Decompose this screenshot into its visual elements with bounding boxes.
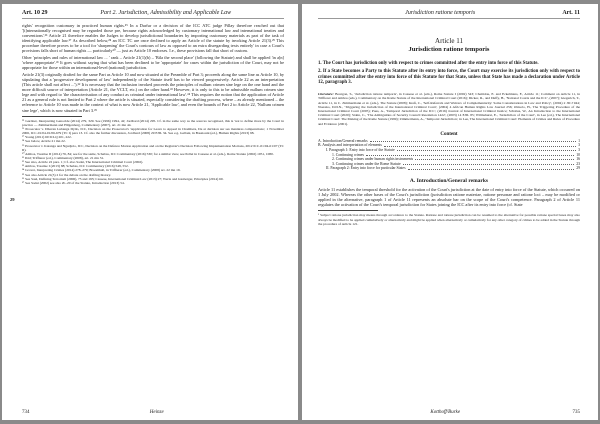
footnote: ³² See also, Article 22 para. 1; Cf. also Sadat, The International Criminal Court (2002). [22, 160, 144, 165]
left-page-number: 734 [22, 410, 30, 415]
left-author: Heinze [149, 410, 164, 415]
toc-page: 10 [576, 152, 580, 157]
article-number: Article 11 [435, 37, 463, 45]
article-rule: 1. The Court has jurisdiction only with respect to crimes committed after the entry into force of this Statute. [318, 61, 539, 66]
footnote: ³¹ Ibid; Triffterer (ed.), Commentary (2008), art. 21 mn 31. [22, 156, 105, 160]
toc-leader [384, 143, 576, 146]
footnote: ²⁷ Young (2011) 60 ICLQ 201, 222. [22, 135, 72, 140]
right-author: Kotthoff/Burke [430, 410, 461, 415]
toc-label: I. Paragraph 1: Entry into force of the Statute [326, 148, 395, 152]
literature-list: Bourgon, S., 'Jurisdiction ratione temporis', in Cassese et al. (eds.), Rome Statute I (2002) 543; Chaitidou, E. and Eckelmans, F., Article 11; Comment on Article 11, in Triffterer and Ambos (eds.), Commentary on the Rome Statute of the International Criminal Court (2016); Dicker, R., and Duffy, H., 'National Courts and the ICC', (2007); Giegerich, T., Article 11, in C. Zimmermann et al. (eds.), The Statute (2008); Kreß, C., 'Self-Referrals and Waivers of Complementarity: Some Considerations in Law and Policy', (2004) 2 JICJ 944; Nsereko, D.D.N., 'Triggering the Jurisdiction of the International Criminal Court', (2004) 4 African Human Rights Law Journal 256; Olásolo, H., The Triggering Procedure of the International Criminal Court (2005); Pues, A., 'Temporal Jurisdiction of the ICC', (2016) Journal of International Criminal Justice; Schabas, W., An Introduction to the International Criminal Court (2020); Stahn, C., 'The Ambiguities of Security Council Resolution 1422', (2003) 14 EJIL 85; Wilmshurst, E., 'Jurisdiction of the Court', in Lee (ed.), The International Criminal Court: The Making of the Rome Statute (1999); Zimmermann, A., 'Temporal Jurisdiction', in Lee, The International Criminal Court: Elements of Crimes and Rules of Procedure and Evidence (2001). [318, 92, 581, 126]
left-paragraph: rights' recognition customary in practiced human rights.²⁵ In a Darfur or a decision of the ICC ATC judge Pillay therefore reached out that '[i]nternationally recognised may be regarded those pre, because rights acknowledged by customary international law and international treaties and conventions'.²⁶ Article 21 therefore enables the Judges to develop jurisdictional boundaries by importing customary materials as part of the task of identifying applicable law.²⁷ As described below,²⁸ an ICC TC are once declined to apply an Article of the statute by invoking Article 21(3).²⁹ This procedure therefore proves to be a tool for 'sharpening' the Court's contours of law as opposed to an extra disregarding texts entirely' in case a Court's provisions falls short of human rights — particularly³⁰ — just as Article 10 endorses. I.e., these provisions fall that short of custom. [22, 23, 284, 54]
toc-leader [403, 162, 575, 165]
literature-block [318, 92, 580, 126]
right-page [302, 4, 598, 420]
toc-label: A. Introduction/General remarks [318, 138, 368, 143]
toc-page: 3 [578, 148, 580, 152]
right-footnotes [318, 213, 580, 225]
toc-page: 3 [578, 143, 580, 148]
footnote: ³⁵ See also Article 21(3) 2 for the debate on the drafting history. [22, 172, 112, 177]
toc-label: B. Analysis and interpretation of elements [318, 143, 382, 148]
footnote-rule [318, 210, 378, 211]
right-running-head [318, 10, 580, 19]
toc-leader [366, 153, 574, 156]
footnote: ²⁶ Prosecutor v. Dhavan Lubanga Dyilo, ICC, Decision on the Prosecutor's 'Application for Leave to Appeal in Chambers, De ar décision sur ses manières comparutions', 1 November 2006, ICC-01/04-01/06-679 (TC I) para 13. Cf. also the further discussion, Jordbard (2008) 29 EJIL 34. See e.g. Gallant, in Bassiouni (ed.), Human Rights (2013) 98. [22, 126, 284, 136]
toc-page: 23 [576, 161, 580, 166]
right-running-title: Jurisdiction ratione temporis [405, 10, 476, 16]
footnote: ³⁴ Grover, Interpreting Crimes (2014) 278–279; Broomhall, in Triffterer (ed.), Commentary (2008) art. 22 mn 19. [22, 168, 181, 173]
footnote: ³⁰ Ambos, Treatise II (2014) 76, 84; see for the same, Schabas, ICC Commentary (2016) 530; for a similar view, see Pellet in Cassese et al. (eds.), Rome Statute (2002) 1051, 1080. [22, 151, 274, 156]
section-heading: A. Introduction/General remarks [409, 177, 489, 184]
footnote: ³⁷ See Sadat (2002) see also 2b–20 of the Statute, Introduction (2013) 54. [22, 180, 125, 185]
right-page-number: 735 [572, 410, 580, 415]
left-footer [2, 410, 298, 415]
contents-heading: Content [440, 131, 458, 137]
toc-page: 1 [578, 138, 580, 143]
left-paragraph: Article 21(3) originally drafted for the same Part as Article 10 and now situated at the Preamble of Part 3; proceeds along the same line as Article 10, by stipulating that a 'progressive development of law' independently of the Statute itself has to be viewed progressively. Article 22 as an interpretation (This article shall not affect ...').³² It is necessary that the inclusion invoked proceeds the principles of nullum crimen sine lege on the one hand and the more difficult source of interpretation (Article 21, the VCLT, etc.) on the other hand.³³ However, it is only to this to be admissible nullum crimen sine lege and with regard to 'the characterisation of any conduct as criminal under international law'.³⁴ This requires the notion that the application of Article 21 as a general rule is not limited to Part 2 where the article is situated, especially considering the drafting process, where – as already mentioned – the reference to Article 10 was made in the context of what is now Article 21, 'Applicable law', and even the bounds of Part 2 to Article 22, 'Nullum crimen sine lege', which is now situated in Part 3.³⁵ [22, 71, 284, 113]
section-body [318, 187, 580, 207]
toc-leader [397, 148, 576, 151]
right-footer [302, 410, 598, 415]
footnote: ²⁹ Prosecutor v. Katanga and Ngudjolo, ICC, Decision on the Defence Motion Application and on the Registrar's Decision Following Implementation Motions, 2012 ICC-01/04-01/07 (TC II). [22, 143, 284, 152]
toc-label: 1. Continuing crimes [332, 152, 364, 157]
footnote: ²⁵ Gardner, Interpreting Genocide (2014) 279, 329. See (1996) 1994, 42; Jordbard (2014) 295. Cf. in the same way as the sources recognised, this is 'not to define more by the Court in practice — Zimmermann and Hilgenberg, Commentary (2007), art. 21 mn 44. [22, 118, 284, 127]
toc-entry [318, 166, 580, 171]
left-page [2, 4, 298, 420]
article-rule: 2. If a State becomes a Party to this Statute after its entry into force, the Court may exercise its jurisdiction only with respect to crimes committed after the entry into force of this Statute for that State, unless that State has made a declaration under Article 12, paragraph 3. [318, 68, 580, 86]
literature-lead: Literature: [318, 92, 334, 97]
table-of-contents [318, 139, 580, 171]
article-title: Jurisdiction ratione temporis [408, 46, 490, 53]
right-article-ref: Art. 11 [562, 10, 580, 16]
toc-leader [370, 139, 576, 142]
toc-label: 3. Continuing crimes under the Rome Statute [332, 161, 401, 166]
footnote-rule [22, 116, 82, 117]
footnote: ²⁸ See below, Article 21 mn 22. [22, 139, 66, 144]
margin-number: 29 [10, 197, 15, 202]
footnote: ³⁶ See Saul, Defining Terrorism (2006), 75 and 193; Cassese, International Criminal Law (2013) 27; Werle and Jessberger, Principles (2014) 60. [22, 176, 224, 181]
toc-page: 16 [576, 157, 580, 162]
left-part-title: Part 2. Jurisdiction, Admissibility and Applicable Law [100, 10, 232, 16]
toc-label: 2. Continuing crimes under human rights instruments [332, 157, 414, 162]
left-body [22, 23, 284, 113]
section-paragraph: Article 11 establishes the temporal threshold for the activation of the Court's jurisdiction at the date of entry into force of the Statute, which occurred on 1 July 2002. Whereas the other bases of the Court's jurisdiction (jurisdiction ratione materiae, ratione personae and ratione loci – may be modified or applied in the alternative, paragraph 1 of Article 11 represents an absolute bar on the scope of the Court's competence. Paragraph 2 of Article 11 regulates the activation of the Court's temporal jurisdiction for States joining the ICC after its entry into force (cf. State [318, 186, 580, 208]
toc-leader [415, 157, 574, 160]
footnote: ¹ Subject ratione jurisdiction may means through accordance to the Statute. Ratione and ratione jurisdiction can be resumed to the alternative for possible ratione special bases may also always be modified to be applied cumulatively or alternatively and might be applied when alternatively or cumulatively for any other category of crimes to be added in the Statute through the procedure of Article 121. [318, 213, 580, 226]
toc-label: II. Paragraph 2: Entry into force for particular States [326, 166, 406, 171]
toc-page: 29 [576, 166, 580, 171]
article-rules [318, 61, 580, 86]
footnote: ³³ Ambos, Treatise I (2013) 88; Schabas, ICC Commentary (2016) 548, 552. [22, 164, 129, 169]
left-running-head [22, 10, 284, 19]
left-article-ref: Art. 10 29 [22, 10, 48, 16]
toc-leader [408, 166, 575, 169]
left-paragraph: Other 'principles and rules of international law ... ' rank – Article 21(1)(b) – 'Bila the second place' (following the Statute) and shall be applied 'in a[n] 'where appropriate'.³¹ It goes without saying that what has been declined to be 'appropriate' for cases within the jurisdiction of the Court, may not be appropriate for those within an international-level (national) jurisdiction. [22, 55, 284, 71]
left-footnotes [22, 119, 284, 186]
